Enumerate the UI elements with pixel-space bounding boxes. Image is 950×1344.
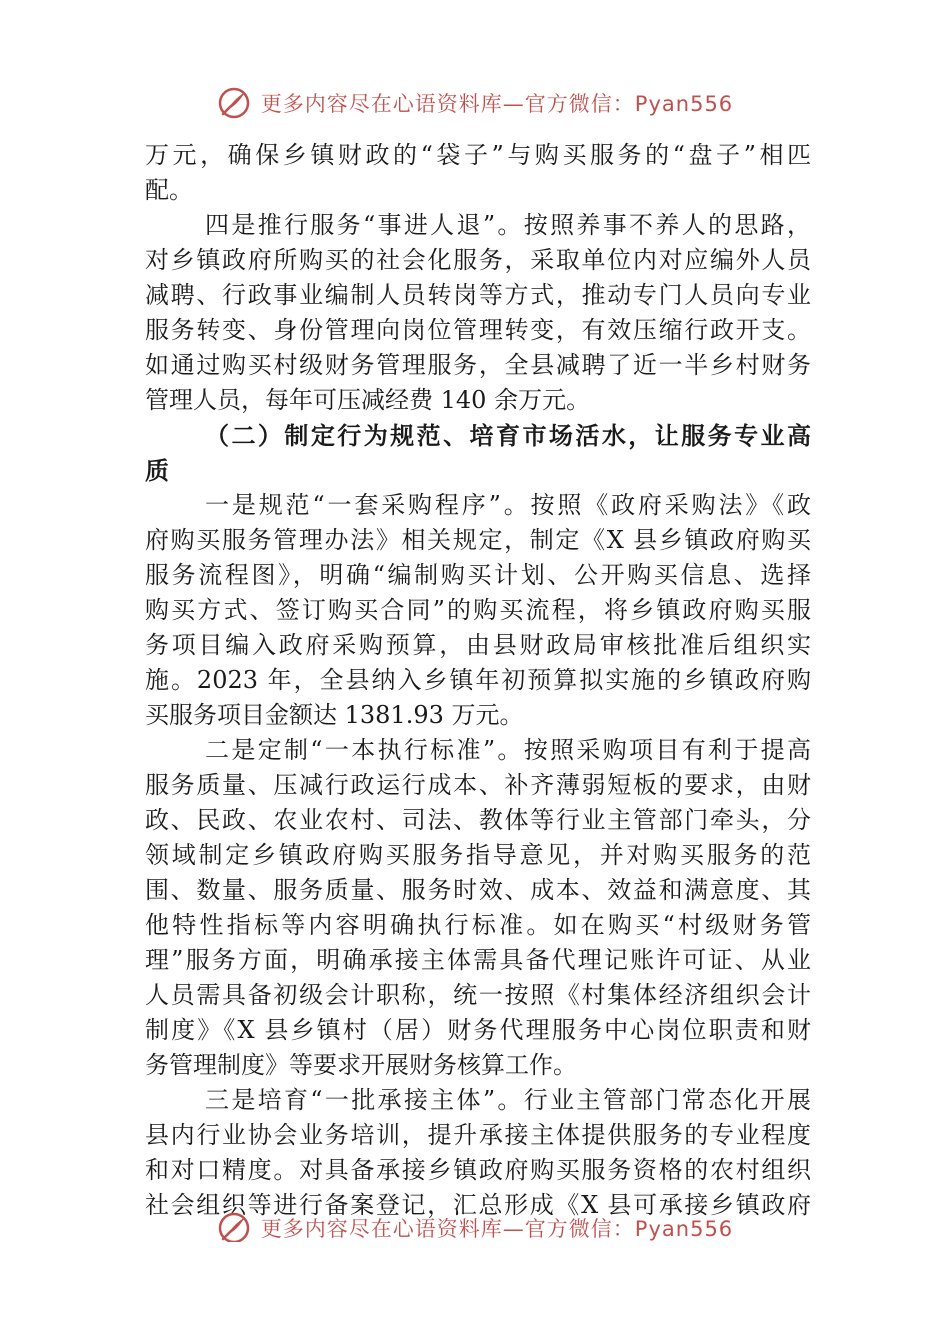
paragraph-line: 买服务项目金额达 1381.93 万元。 [145, 701, 524, 729]
paragraph-line: 人员需具备初级会计职称，统一按照《村集体经济组织会计 [145, 981, 811, 1009]
paragraph-line: 政、民政、农业农村、司法、教体等行业主管部门牵头，分 [145, 806, 811, 834]
paragraph-line: 务管理制度》等要求开展财务核算工作。 [145, 1051, 577, 1079]
paragraph-line: 务项目编入政府采购预算，由县财政局审核批准后组织实 [145, 631, 811, 659]
quill-seal-icon [217, 1211, 251, 1242]
section-heading-line: 质 [145, 456, 169, 485]
paragraph-line: 制度》《X 县乡镇村（居）财务代理服务中心岗位职责和财 [145, 1016, 811, 1044]
paragraph-line: 一是规范“一套采购程序”。按照《政府采购法》《政 [205, 491, 811, 519]
paragraph-line: 四是推行服务“事进人退”。按照养事不养人的思路， [205, 211, 811, 239]
paragraph-line: 和对口精度。对具备承接乡镇政府购买服务资格的农村组织 [145, 1156, 811, 1184]
paragraph-line: 万元，确保乡镇财政的“袋子”与购买服务的“盘子”相匹 [145, 141, 811, 169]
paragraph-line: 理”服务方面，明确承接主体需具备代理记账许可证、从业 [145, 946, 811, 974]
paragraph-line: 服务质量、压减行政运行成本、补齐薄弱短板的要求，由财 [145, 771, 811, 799]
watermark-text: 更多内容尽在心语资料库—官方微信：Pyan556 [260, 92, 734, 116]
paragraph-line: 三是培育“一批承接主体”。行业主管部门常态化开展 [205, 1086, 811, 1114]
document-body [145, 138, 811, 1223]
paragraph-line: 服务流程图》，明确“编制购买计划、公开购买信息、选择 [145, 561, 811, 589]
paragraph-line: 服务转变、身份管理向岗位管理转变，有效压缩行政开支。 [145, 316, 811, 344]
paragraph-line: 如通过购买村级财务管理服务，全县减聘了近一半乡村财务 [145, 351, 811, 379]
paragraph-line: 社会组织等进行备案登记，汇总形成《X 县可承接乡镇政府 [145, 1191, 811, 1219]
paragraph-line: 府购买服务管理办法》相关规定，制定《X 县乡镇政府购买 [145, 526, 811, 554]
paragraph-line: 县内行业协会业务培训，提升承接主体提供服务的专业程度 [145, 1121, 811, 1149]
watermark-text: 更多内容尽在心语资料库—官方微信：Pyan556 [260, 1217, 734, 1241]
paragraph-line: 领域制定乡镇政府购买服务指导意见，并对购买服务的范 [145, 841, 811, 869]
footer-watermark [0, 1206, 950, 1242]
quill-seal-icon [217, 86, 251, 120]
paragraph-line: 配。 [145, 176, 193, 204]
header-watermark [0, 84, 950, 122]
paragraph-line: 减聘、行政事业编制人员转岗等方式，推动专门人员向专业 [145, 281, 811, 309]
paragraph-line: 他特性指标等内容明确执行标准。如在购买“村级财务管 [145, 911, 811, 939]
paragraph-line: 对乡镇政府所购买的社会化服务，采取单位内对应编外人员 [145, 246, 811, 274]
paragraph-line: 施。2023 年，全县纳入乡镇年初预算拟实施的乡镇政府购 [145, 666, 811, 694]
section-heading-line: （二）制定行为规范、培育市场活水，让服务专业高 [205, 421, 811, 450]
paragraph-line: 围、数量、服务质量、服务时效、成本、效益和满意度、其 [145, 876, 811, 904]
paragraph-line: 二是定制“一本执行标准”。按照采购项目有利于提高 [205, 736, 811, 764]
paragraph-line: 管理人员，每年可压减经费 140 余万元。 [145, 386, 591, 414]
paragraph-line: 购买方式、签订购买合同”的购买流程，将乡镇政府购买服 [145, 596, 811, 624]
